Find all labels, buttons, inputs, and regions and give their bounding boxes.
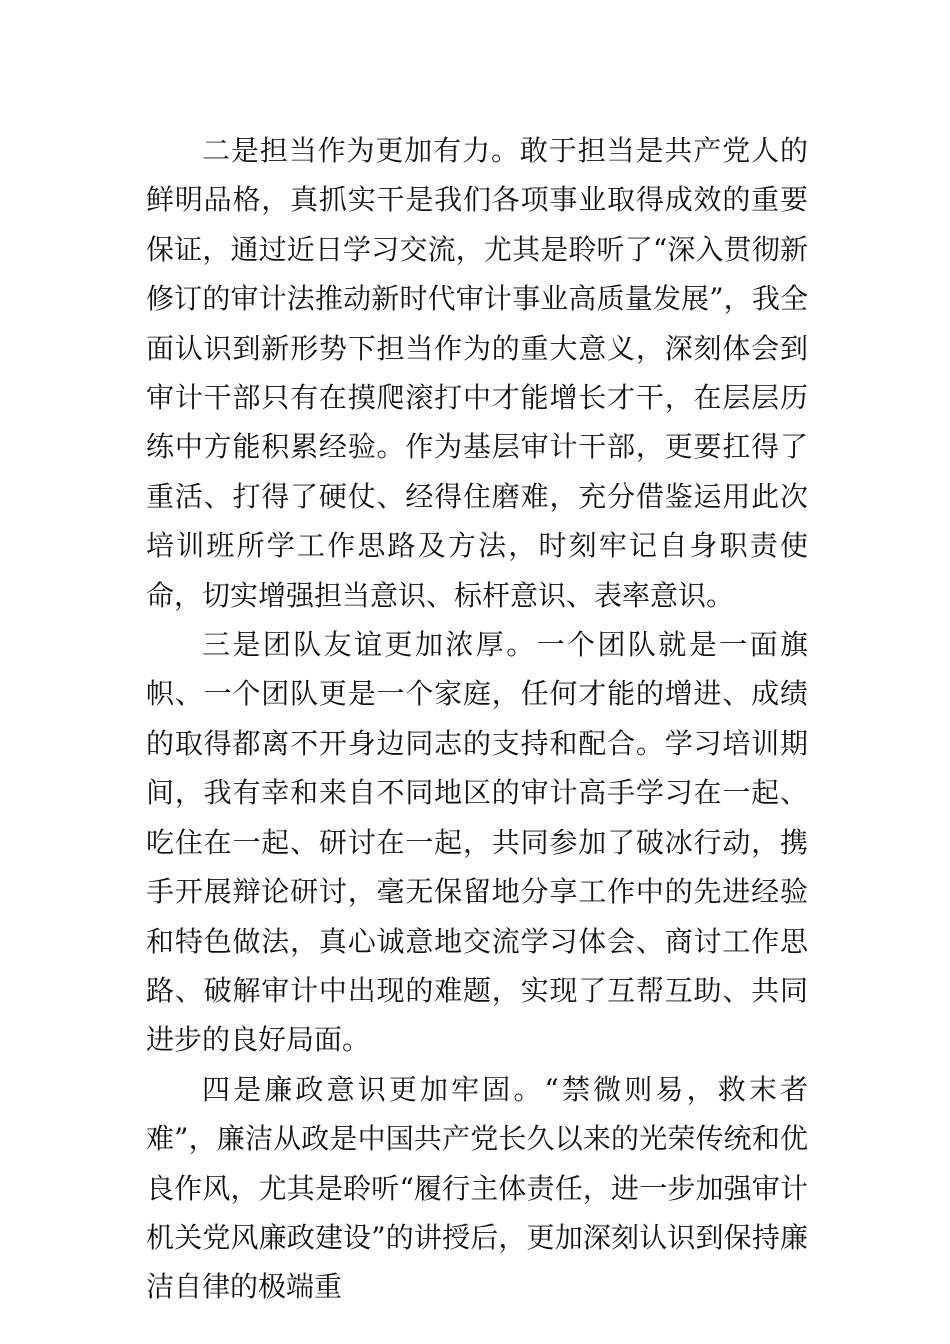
paragraph-responsibility: 二是担当作为更加有力。敢于担当是共产党人的鲜明品格，真抓实干是我们各项事业取得成效的重要保证，通过近日学习交流，尤其是聆听了“深入贯彻新修订的审计法推动新时代审计事业高质量发展”，我全面认识到新形势下担当作为的重大意义，深刻体会到审计干部只有在摸爬滚打中才能增长才干，在层层历练中方能积累经验。作为基层审计干部，更要扛得了重活、打得了硬仗、经得住磨难，充分借鉴运用此次培训班所学工作思路及方法，时刻牢记自身职责使命，切实增强担当意识、标杆意识、表率意识。 <box>146 134 808 612</box>
paragraph-integrity: 四是廉政意识更加牢固。“禁微则易，救末者难”，廉洁从政是中国共产党长久以来的光荣传统和优良作风，尤其是聆听“履行主体责任，进一步加强审计机关党风廉政建设”的讲授后，更加深刻认识到保持廉洁自律的极端重 <box>146 1072 808 1304</box>
paragraph-team-friendship: 三是团队友谊更加浓厚。一个团队就是一面旗帜、一个团队更是一个家庭，任何才能的增进、成绩的取得都离不开身边同志的支持和配合。学习培训期间，我有幸和来自不同地区的审计高手学习在一起、吃住在一起、研讨在一起，共同参加了破冰行动，携手开展辩论研讨，毫无保留地分享工作中的先进经验和特色做法，真心诚意地交流学习体会、商讨工作思路、破解审计中出现的难题，实现了互帮互助、共同进步的良好局面。 <box>146 628 808 1057</box>
document-page <box>146 126 808 1312</box>
